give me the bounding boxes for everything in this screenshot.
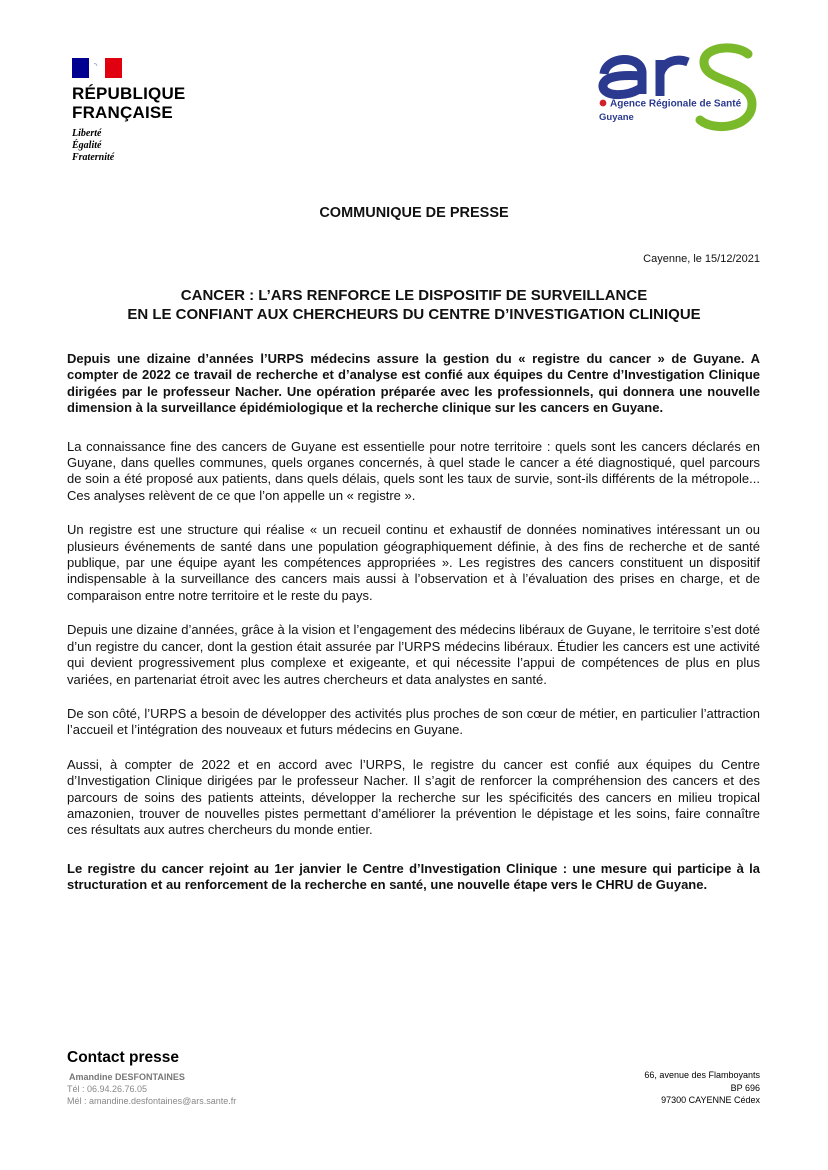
body-paragraph: Depuis une dizaine d’années, grâce à la vision et l’engagement des médecins libéraux de Guyane, le territoire s’est doté d’un registre du cancer, dont la gestion était assurée par l’URPS médecins libéraux. Étudier les cancers est une activité qui devient progressivement plus complexe et exigeante, et qui nécessite l’appui de compétences de plus en plus variées, en partenariat étroit avec les autres chercheurs et data analystes en santé. [67, 622, 760, 687]
contact-phone: Tél : 06.94.26.76.05 [67, 1084, 148, 1094]
marianne-flag-icon [72, 58, 122, 78]
headline-line2: EN LE CONFIANT AUX CHERCHEURS DU CENTRE D’INVESTIGATION CLINIQUE [127, 306, 701, 323]
press-release-body [67, 351, 760, 912]
rf-motto-egalite: Égalité [72, 140, 102, 151]
ars-subtitle: Agence Régionale de Santé [610, 98, 742, 110]
document-type-title: COMMUNIQUE DE PRESSE [319, 205, 509, 221]
address-line: 66, avenue des Flamboyants [644, 1070, 760, 1080]
body-paragraph: La connaissance fine des cancers de Guyane est essentielle pour notre territoire : quels sont les cancers déclarés en Guyane, dans quelles communes, quels organes concernés, à quel stade le cancer a été diagnostiqué, quel parcours de soin a été proposé aux patients, dans quels délais, quels sont les taux de survie, sont-ils différents de la métropole... Ces analyses relèvent de ce que l’on appelle un « registre ». [67, 438, 760, 503]
lead-paragraph: Depuis une dizaine d’années l’URPS médecins assure la gestion du « registre du cancer » de Guyane. A compter de 2022 ce travail de recherche et d’analyse est confié aux équipes du Centre d’Investigation Clinique dirigées par le professeur Nacher. Une opération préparée avec les professionnels, qui donnera une nouvelle dimension à la surveillance épidémiologique et la recherche clinique sur les cancers en Guyane. [67, 351, 760, 416]
address-line: 97300 CAYENNE Cédex [661, 1095, 760, 1105]
body-paragraph: Un registre est une structure qui réalise « un recueil continu et exhaustif de données nominatives intéressant un ou plusieurs événements de santé dans une population géographiquement définie, à des fins de recherche et de santé publique, par une équipe ayant les compétences appropriées ». Les registres des cancers constituent un dispositif indispensable à la surveillance des cancers mais aussi à l’observation et à l’évaluation des prises en charge, et de comparaison entre notre territoire et le reste du pays. [67, 522, 760, 603]
rf-motto-liberte: Liberté [72, 128, 102, 139]
address-line: BP 696 [730, 1082, 760, 1093]
headline-line1: CANCER : L’ARS RENFORCE LE DISPOSITIF DE SURVEILLANCE [180, 287, 648, 304]
ars-region: Guyane [599, 112, 634, 123]
rf-name-line2: FRANÇAISE [72, 103, 173, 122]
body-paragraph: De son côté, l’URPS a besoin de développer des activités plus proches de son cœur de métier, en particulier l’attraction l’accueil et l’intégration des nouveaux et futurs médecins en Guyane. [67, 705, 760, 738]
ars-logo [596, 40, 761, 136]
press-contact [67, 1049, 236, 1107]
rf-name-line1: RÉPUBLIQUE [72, 84, 186, 103]
contact-name: Amandine DESFONTAINES [69, 1072, 185, 1082]
postal-address [644, 1069, 760, 1107]
republique-francaise-logo [72, 58, 185, 164]
contact-email: Mél : amandine.desfontaines@ars.sante.fr [67, 1096, 237, 1106]
body-paragraph: Aussi, à compter de 2022 et en accord avec l’URPS, le registre du cancer est confié aux équipes du Centre d’Investigation Clinique dirigées par le professeur Nacher. Il s’agit de renforcer la compréhension des cancers et des parcours de soins des patients atteints, développer la recherche sur les spécificités des cancers en milieu tropical amazonien, trouver de nouvelles pistes permettant d’améliorer la prévention le dépistage et les soins, faire connaître ces résultats aux autres chercheurs du monde entier. [67, 756, 760, 838]
rf-name [72, 84, 185, 122]
ars-logo-graphic [596, 40, 761, 136]
contact-title: Contact presse [67, 1049, 179, 1066]
closing-paragraph: Le registre du cancer rejoint au 1er janvier le Centre d’Investigation Clinique : une mesure qui participe à la structuration et au renforcement de la recherche en santé, une nouvelle étape vers le CHRU de Guyane. [67, 860, 760, 893]
document-date: Cayenne, le 15/12/2021 [643, 253, 760, 265]
rf-motto-fraternite: Fraternité [72, 152, 115, 163]
headline [0, 286, 828, 324]
rf-motto [72, 128, 185, 164]
